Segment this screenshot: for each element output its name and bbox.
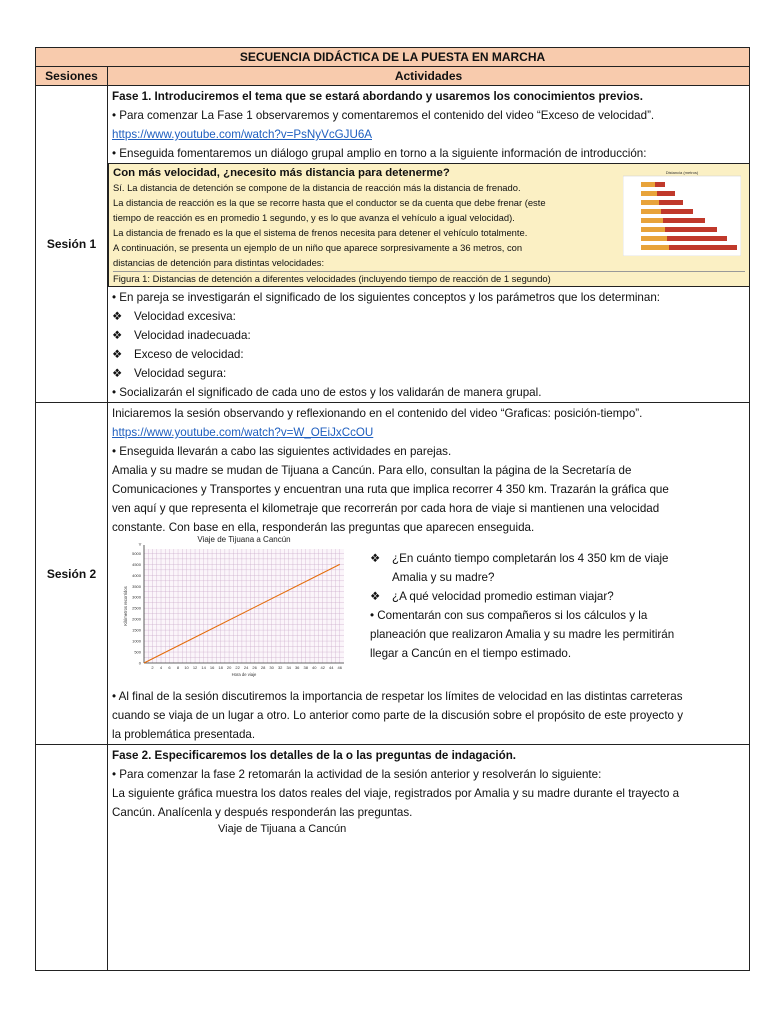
session-3-label <box>36 745 108 971</box>
info-box-p6: distancias de detención para distintas velocidades: <box>113 257 325 268</box>
y-axis-label: Kilómetros recorridos <box>123 586 128 626</box>
bullet: • <box>112 147 120 160</box>
s1-line-2: Enseguida fomentaremos un diálogo grupal amplio en torno a la siguiente información de introducción: <box>119 147 647 160</box>
x-tick-label: 44 <box>329 665 334 670</box>
x-tick-label: 38 <box>303 665 308 670</box>
s3-line-1: Para comenzar la fase 2 retomarán la actividad de la sesión anterior y resolverán lo siguiente: <box>119 768 602 781</box>
plot-background <box>144 549 344 663</box>
y-tick-label: 3000 <box>132 594 141 600</box>
diamond-bullet-icon: ❖ <box>112 310 123 323</box>
chart-title: Viaje de Tijuana a Cancún <box>197 535 291 544</box>
y-tick-label: 4500 <box>132 561 141 567</box>
y-tick-label: 3500 <box>132 583 141 589</box>
s2-final-2: cuando se viaja de un lugar a otro. Lo anterior como parte de la discusión sobre el propósito de este proyecto y <box>112 709 684 722</box>
diamond-bullet-icon: ❖ <box>370 552 381 565</box>
y-tick-label: 5000 <box>132 550 141 556</box>
session-1-label: Sesión 1 <box>36 86 108 403</box>
x-tick-label: 20 <box>226 665 232 670</box>
x-tick-label: 4 <box>159 665 163 670</box>
s2-paragraph-3: ven aquí y que representa el kilometraje que recorrerán por cada hora de viaje si mantienen una velocidad <box>112 502 660 515</box>
mini-chart-title: Distancia (metros) <box>665 170 699 175</box>
x-tick-label: 34 <box>286 665 291 670</box>
question-1a: ¿En cuánto tiempo completarán los 4 350 km de viaje <box>392 552 669 565</box>
x-tick-label: 46 <box>337 665 342 670</box>
comment-1: Comentarán con sus compañeros si los cálculos y la <box>377 609 648 622</box>
bullet: • <box>112 768 120 781</box>
s2-paragraph-2: Comunicaciones y Transportes y encuentran una ruta que implica recorrer 4 350 km. Trazarán la gráfica que <box>112 483 669 496</box>
x-tick-label: 6 <box>168 665 171 670</box>
concept-4: Velocidad segura: <box>134 367 227 380</box>
info-box-title: Con más velocidad, ¿necesito más distancia para detenerme? <box>113 167 450 179</box>
video-link-exceso[interactable]: https://www.youtube.com/watch?v=PsNyVcGJU6A <box>112 128 372 141</box>
x-tick-label: 18 <box>218 665 223 670</box>
concept-2: Velocidad inadecuada: <box>134 329 251 342</box>
intro-info-box <box>108 163 750 287</box>
y-tick-label: 500 <box>134 649 141 655</box>
x-axis-label: Hora de viaje <box>231 672 257 677</box>
session-2-activities <box>108 403 750 745</box>
session-2-label: Sesión 2 <box>36 403 108 745</box>
question-2: ¿A qué velocidad promedio estiman viajar? <box>392 590 614 603</box>
phase-1-heading: Fase 1. Introduciremos el tema que se estará abordando y usaremos los conocimientos previos. <box>112 90 643 103</box>
session-1-activities <box>108 86 750 403</box>
s2-graph-area <box>112 537 745 687</box>
x-tick-label: 42 <box>320 665 325 670</box>
y-tick-label: 4000 <box>132 572 141 578</box>
bullet: • <box>112 690 119 703</box>
x-tick-label: 32 <box>277 665 283 670</box>
x-tick-label: 24 <box>243 665 249 670</box>
s2-paragraph-4: constante. Con base en ella, responderán las preguntas que aparecen enseguida. <box>112 521 535 534</box>
s2-final-1: Al final de la sesión discutiremos la importancia de respetar los límites de velocidad en las distintas carreteras <box>118 690 683 703</box>
comment-3: llegar a Cancún en el tiempo estimado. <box>370 647 572 660</box>
diamond-bullet-icon: ❖ <box>370 590 381 603</box>
s3-graph-title: Viaje de Tijuana a Cancún <box>218 823 347 835</box>
x-tick-label: 26 <box>252 665 257 670</box>
info-box-p1: Sí. La distancia de detención se compone de la distancia de reacción más la distancia de frenado. <box>113 182 521 193</box>
concept-3: Exceso de velocidad: <box>134 348 244 361</box>
x-tick-label: 8 <box>176 665 180 670</box>
diamond-bullet-icon: ❖ <box>112 367 123 380</box>
x-tick-label: 16 <box>209 665 215 670</box>
x-tick-label: 36 <box>294 665 300 670</box>
s1-line-3: En pareja se investigarán el significado de los siguientes conceptos y los parámetros que los determinan: <box>119 291 660 304</box>
x-tick-label: 10 <box>184 665 189 670</box>
x-tick-label: 40 <box>311 665 317 670</box>
s3-paragraph-1: La siguiente gráfica muestra los datos reales del viaje, registrados por Amalia y su madre durante el trayecto a <box>112 787 680 800</box>
info-box-p2: La distancia de reacción es la que se recorre hasta que el conductor se da cuenta que debe frenar (este <box>113 197 546 208</box>
bullet: • <box>112 291 120 304</box>
x-tick-label: 12 <box>192 665 198 670</box>
bullet: • <box>370 609 378 622</box>
info-box-p4: La distancia de frenado es la que el sistema de frenos necesita para detener el vehículo totalmente. <box>113 227 528 238</box>
concept-1: Velocidad excesiva: <box>134 310 236 323</box>
y-tick-label: 2000 <box>132 616 141 622</box>
video-link-graficas[interactable]: https://www.youtube.com/watch?v=W_OEiJxCcOU <box>112 426 374 439</box>
stopping-distance-thumbnail <box>623 168 741 256</box>
col-header-sessions: Sesiones <box>36 67 108 86</box>
x-tick-label: 30 <box>269 665 274 670</box>
x-tick-label: 14 <box>201 665 206 670</box>
s2-paragraph-1: Amalia y su madre se mudan de Tijuana a Cancún. Para ello, consultan la página de la Secretaría de <box>112 464 632 477</box>
x-tick-label: 28 <box>260 665 266 670</box>
col-header-activities: Actividades <box>108 67 750 86</box>
bullet: • <box>112 386 120 399</box>
trip-chart <box>122 535 352 685</box>
y-tick-label: 1000 <box>132 638 141 644</box>
x-tick-label: 22 <box>235 665 240 670</box>
figure-1-caption: Figura 1: Distancias de detención a diferentes velocidades (incluyendo tiempo de reacción de 1 segundo) <box>113 271 745 286</box>
y-axis-letter: Y <box>138 542 142 547</box>
session-3-activities <box>108 745 750 971</box>
s2-questions <box>370 549 710 663</box>
comment-2: planeación que realizaron Amalia y su madre les permitirán <box>370 628 675 641</box>
x-tick-label: 2 <box>151 665 154 670</box>
y-tick-label: 0 <box>138 660 141 666</box>
question-1b: Amalia y su madre? <box>392 571 495 584</box>
info-box-p5: A continuación, se presenta un ejemplo de un niño que aparece sorpresivamente a 36 metros, con <box>113 242 523 253</box>
s1-line-1: Para comenzar La Fase 1 observaremos y comentaremos el contenido del video “Exceso de velocidad”. <box>119 109 655 122</box>
s2-line-1: Iniciaremos la sesión observando y reflexionando en el contenido del video “Graficas: posición-tiempo”. <box>112 407 643 420</box>
info-box-p3: tiempo de reacción es en promedio 1 segundo, y es lo que avanza el vehículo a igual velocidad). <box>113 212 515 223</box>
s3-paragraph-2: Cancún. Analícenla y después responderán las preguntas. <box>112 806 413 819</box>
bullet: • <box>112 109 120 122</box>
phase-2-heading: Fase 2. Especificaremos los detalles de la o las preguntas de indagación. <box>112 749 516 762</box>
y-tick-label: 2500 <box>132 605 141 611</box>
y-tick-label: 1500 <box>132 627 141 633</box>
didactic-sequence-table <box>35 47 750 971</box>
s2-line-2: Enseguida llevarán a cabo las siguientes actividades en parejas. <box>119 445 452 458</box>
diamond-bullet-icon: ❖ <box>112 329 123 342</box>
s1-line-4: Socializarán el significado de cada uno de estos y los validarán de manera grupal. <box>119 386 542 399</box>
bullet: • <box>112 445 120 458</box>
table-title: SECUENCIA DIDÁCTICA DE LA PUESTA EN MARCHA <box>36 48 750 67</box>
s2-final-3: la problemática presentada. <box>112 728 256 741</box>
diamond-bullet-icon: ❖ <box>112 348 123 361</box>
